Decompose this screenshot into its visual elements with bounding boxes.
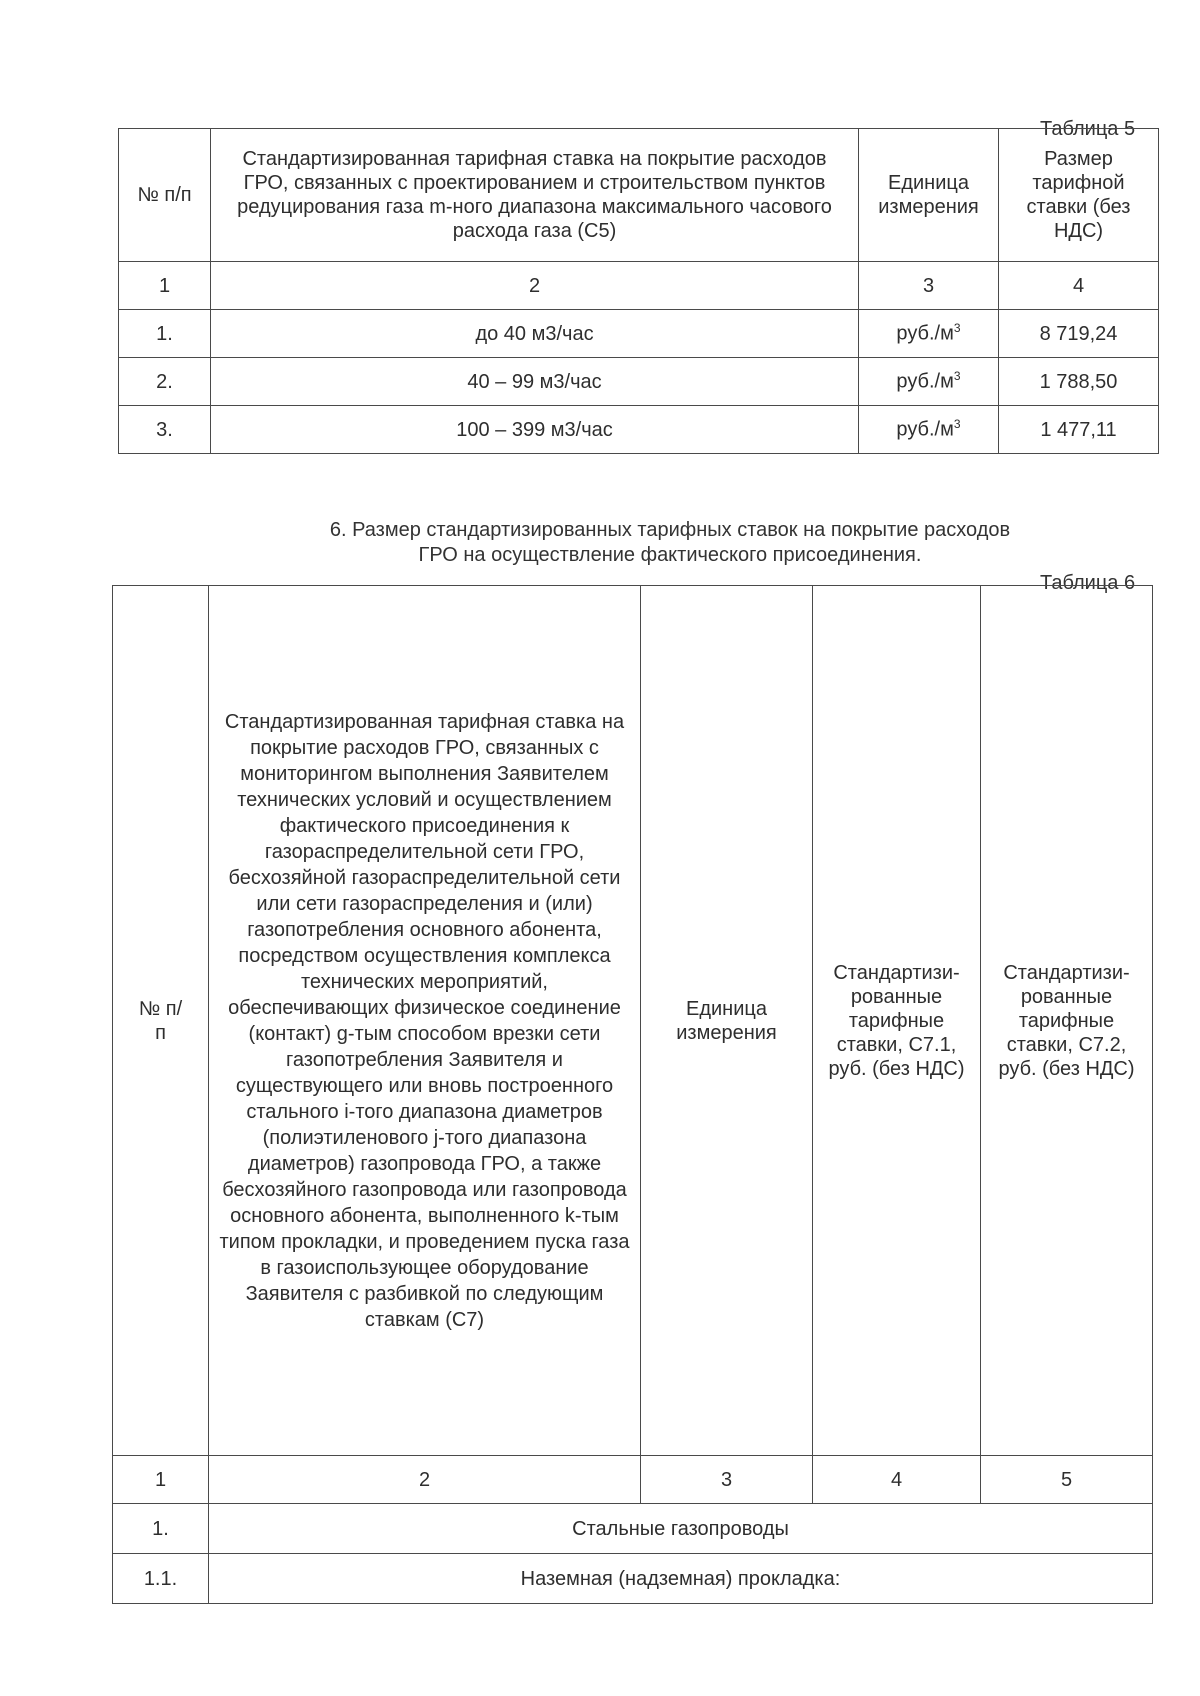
- row-range: 100 – 399 м3/час: [211, 406, 859, 454]
- table5-colnum: 3: [859, 262, 999, 310]
- row-unit: $руб./м^3$: [859, 358, 999, 406]
- table6-caption: Таблица 6: [1040, 572, 1136, 594]
- table5-header-value: Размер тарифной ставки (без НДС): [999, 129, 1159, 262]
- table-row: [119, 310, 1159, 358]
- table5-caption: Таблица 5: [1040, 118, 1136, 140]
- table6-header-row: [113, 586, 1153, 1456]
- table6-header-c71: Стандартизи-рованные тарифные ставки, С7.1, руб. (без НДС): [813, 586, 981, 1456]
- row-value: 1 788,50: [999, 358, 1159, 406]
- table6-header-num: № п/п: [113, 586, 209, 1456]
- table5-number-row: [119, 262, 1159, 310]
- row-section-label: Стальные газопроводы: [209, 1504, 1153, 1554]
- table5-header-row: [119, 129, 1159, 262]
- section6-heading-line1: 6. Размер стандартизированных тарифных ставок на покрытие расходов: [329, 519, 1011, 541]
- row-value: 8 719,24: [999, 310, 1159, 358]
- table6-number-row: [113, 1456, 1153, 1504]
- table6-colnum: 3: [641, 1456, 813, 1504]
- section6-heading: [200, 518, 1140, 568]
- table6-header-rate: Стандартизированная тарифная ставка на покрытие расходов ГРО, связанных с мониторингом выполнения Заявителем технических условий и осуществлением фактического присоединения к газораспределительной сети ГРО, бесхозяйной газораспределительной сети или сети газораспределения и (или) газопотребления основного абонента, посредством осуществления комплекса технических мероприятий, обеспечивающих физическое соединение (контакт) g-тым способом врезки сети газопотребления Заявителя и существующего или вновь построенного стального i-того диапазона диаметров (полиэтиленового j-того диапазона диаметров) газопровода ГРО, а также бесхозяйного газопровода или газопровода основного абонента, выполненного k-тым типом прокладки, и проведением пуска газа в газоиспользующее оборудование Заявителя с разбивкой по следующим ставкам (С7): [209, 586, 641, 1456]
- row-range: до 40 м3/час: [211, 310, 859, 358]
- table5-colnum: 1: [119, 262, 211, 310]
- table6-header-c72: Стандартизи-рованные тарифные ставки, С7.2, руб. (без НДС): [981, 586, 1153, 1456]
- table5-header-rate: Стандартизированная тарифная ставка на покрытие расходов ГРО, связанных с проектированием и строительством пунктов редуцирования газа m-ного диапазона максимального часового расхода газа (С5): [211, 129, 859, 262]
- row-number: 1.: [113, 1504, 209, 1554]
- table6-colnum: 4: [813, 1456, 981, 1504]
- table-row: [119, 406, 1159, 454]
- row-number: 3.: [119, 406, 211, 454]
- table6-colnum: 5: [981, 1456, 1153, 1504]
- table5-header-unit: Единица измерения: [859, 129, 999, 262]
- table6-colnum: 1: [113, 1456, 209, 1504]
- table5-colnum: 2: [211, 262, 859, 310]
- table-row: [119, 358, 1159, 406]
- row-unit: $руб./м^3$: [859, 310, 999, 358]
- table-row: [113, 1504, 1153, 1554]
- table6-header-unit: Единица измерения: [641, 586, 813, 1456]
- row-value: 1 477,11: [999, 406, 1159, 454]
- row-unit: $руб./м^3$: [859, 406, 999, 454]
- table5-header-num: № п/п: [119, 129, 211, 262]
- section6-heading-line2: ГРО на осуществление фактического присоединения.: [418, 544, 922, 566]
- row-range: 40 – 99 м3/час: [211, 358, 859, 406]
- table5-colnum: 4: [999, 262, 1159, 310]
- row-section-label: Наземная (надземная) прокладка:: [209, 1554, 1153, 1604]
- table-row: [113, 1554, 1153, 1604]
- table5: [118, 128, 1159, 454]
- row-number: 2.: [119, 358, 211, 406]
- table6-colnum: 2: [209, 1456, 641, 1504]
- row-number: 1.1.: [113, 1554, 209, 1604]
- table6: [112, 585, 1153, 1604]
- row-number: 1.: [119, 310, 211, 358]
